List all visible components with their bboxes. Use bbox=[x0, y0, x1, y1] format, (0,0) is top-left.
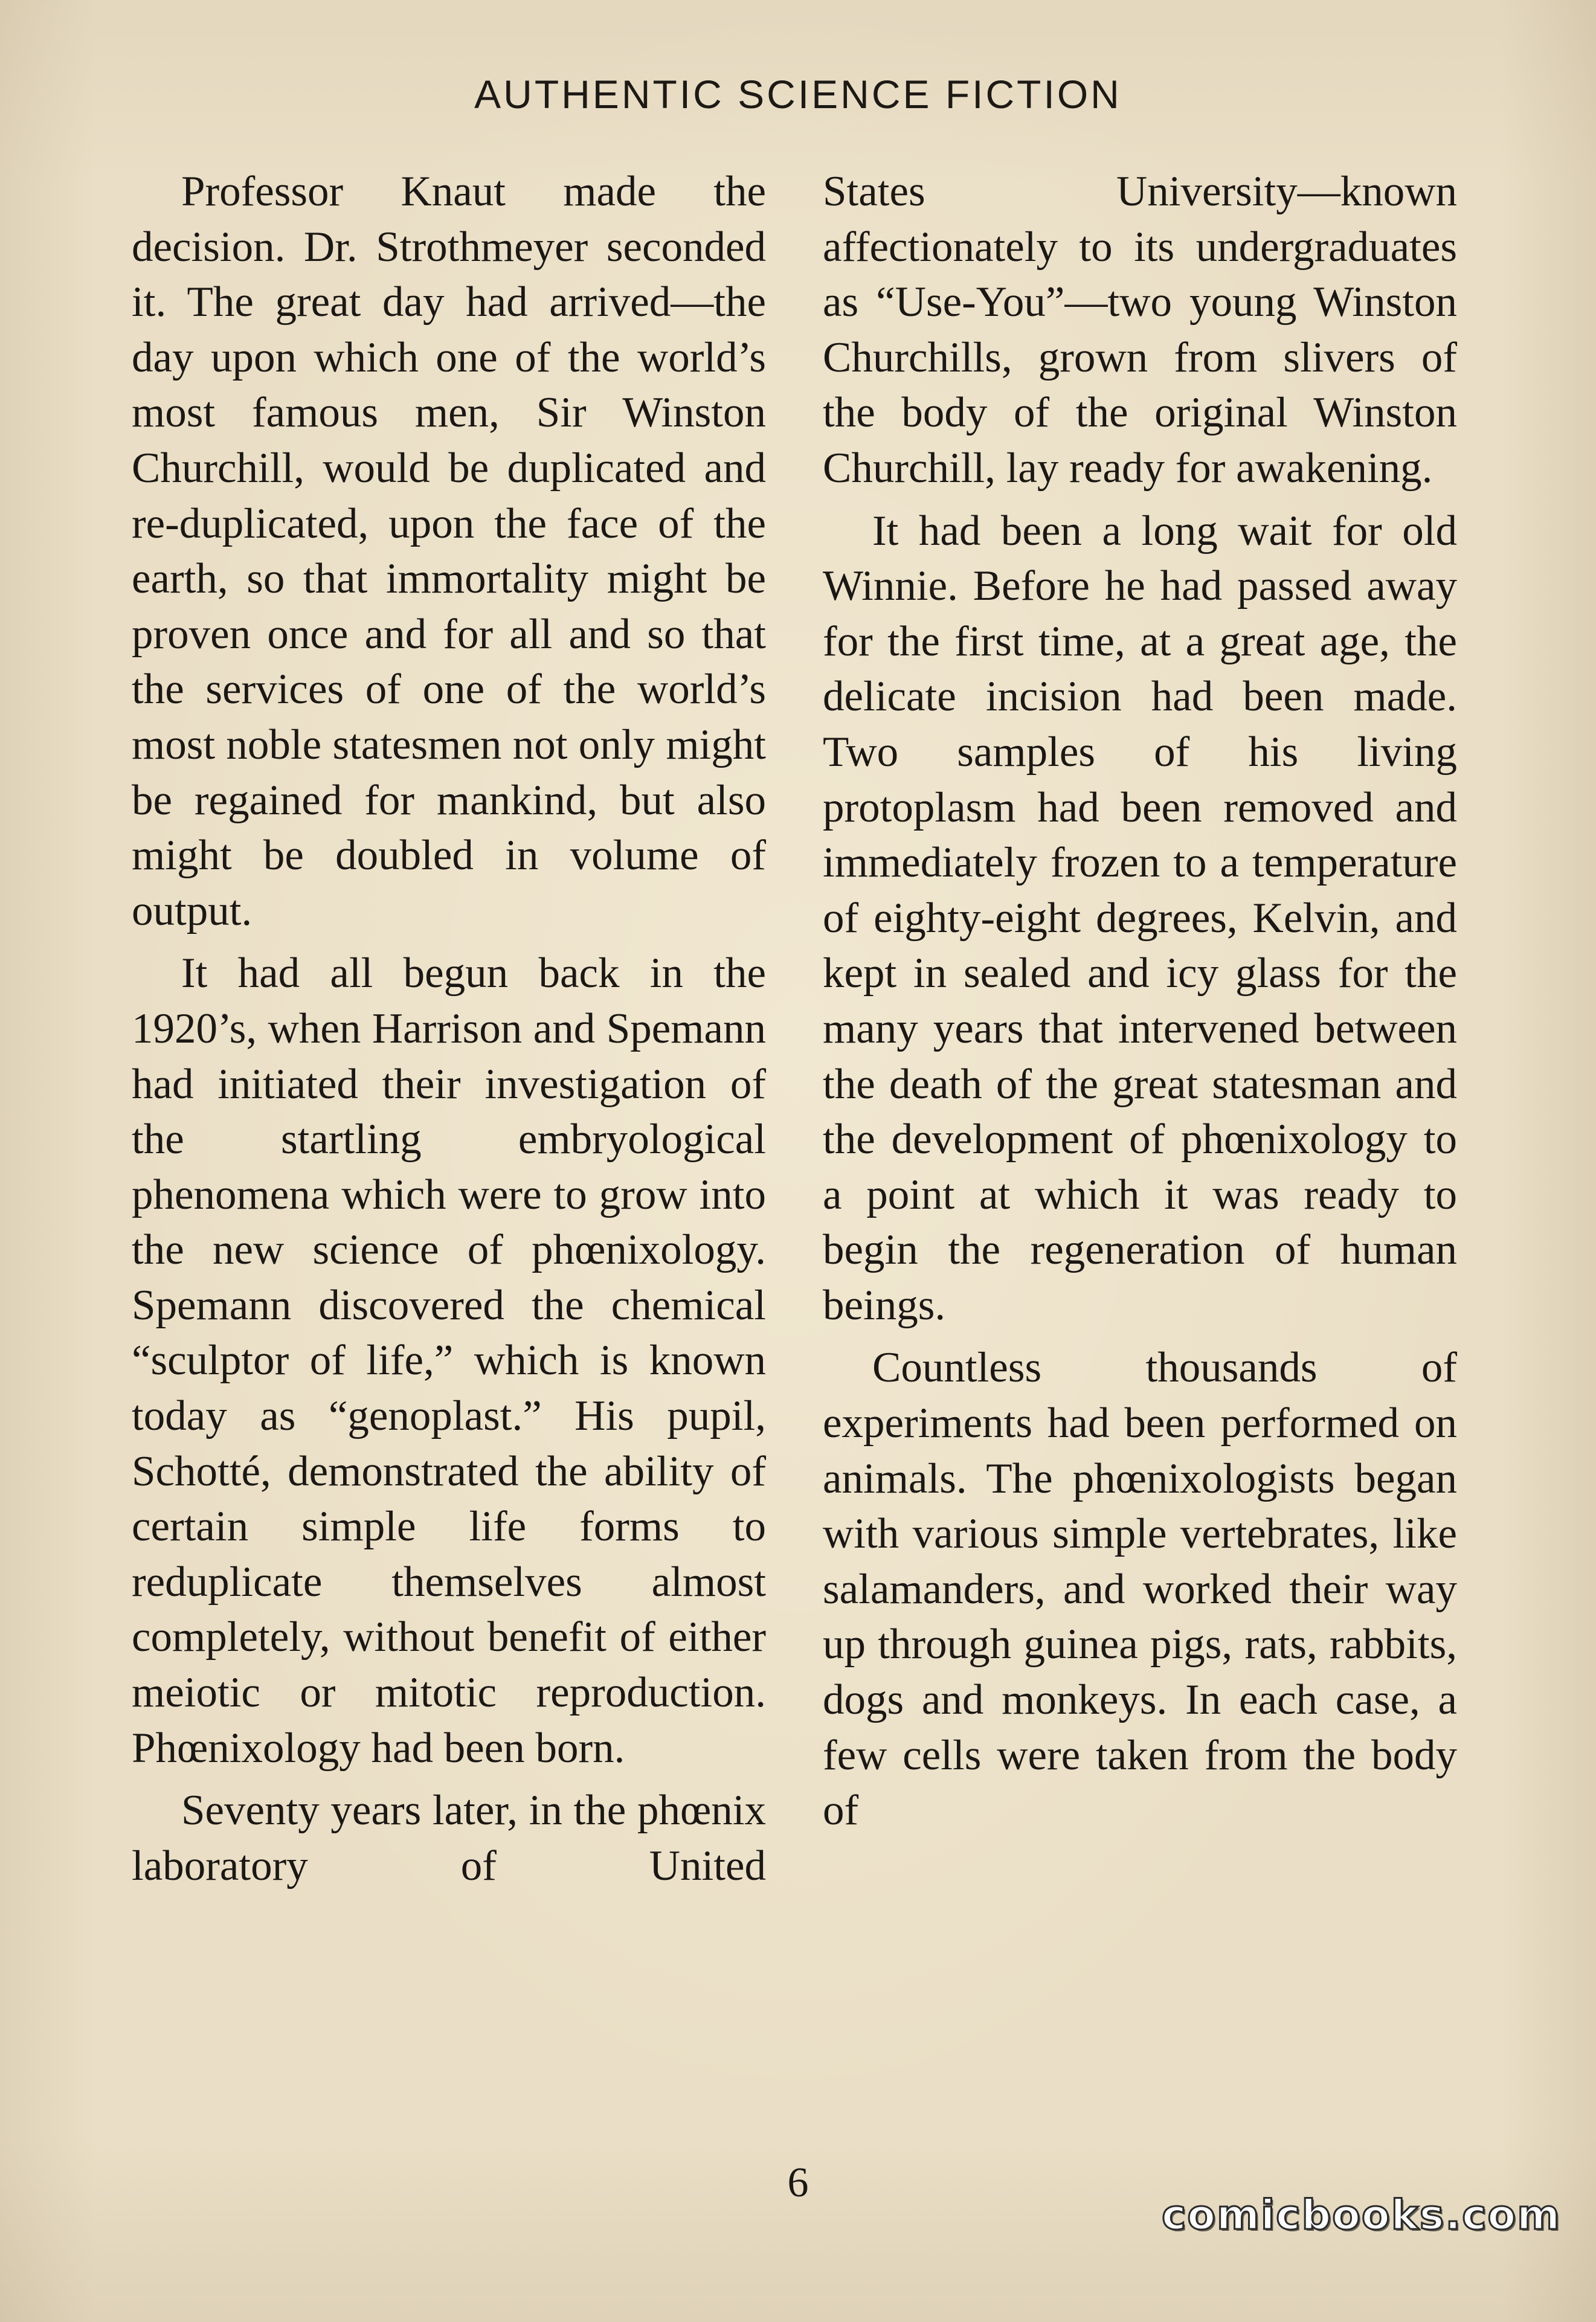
left-column bbox=[132, 164, 766, 1894]
page-number: 6 bbox=[787, 2160, 809, 2206]
left-paragraph-2: It had all begun back in the 1920’s, when Harrison and Spemann had initiated their investigation of the startling embryological phenomena which were to grow into the new science of phœnixology. Spemann discovered the chemical “sculptor of life,” which is known today as “genoplast.” His pupil, Schotté, demonstrated the ability of certain simple life forms to reduplicate themselves almost completely, without benefit of either meiotic or mitotic reproduction. Phœnixology had been born. bbox=[132, 950, 766, 1772]
right-paragraph-3: Countless thousands of experiments had been performed on animals. The phœnixologists began with various simple vertebrates, like salamanders, and worked their way up through guinea pigs, rats, rabbits, dogs and monkeys. In each case, a few cells were taken from the body of bbox=[823, 1344, 1457, 1835]
right-paragraph-1: States University—known affectionately to its undergraduates as “Use-You”—two young Winston Churchills, grown from slivers of the body of the original Winston Churchill, lay ready for awakening. bbox=[823, 168, 1457, 492]
site-watermark: comicbooks.com bbox=[1161, 2192, 1561, 2239]
right-paragraph-2: It had been a long wait for old Winnie. Before he had passed away for the first time, at a great age, the delicate incision had been made. Two samples of his living protoplasm had been removed and immediately frozen to a temperature of eighty-eight degrees, Kelvin, and kept in sealed and icy glass for the many years that intervened between the death of the great statesman and the development of phœnixology to a point at which it was ready to begin the regeneration of human beings. bbox=[823, 507, 1457, 1329]
left-paragraph-1: Professor Knaut made the decision. Dr. Strothmeyer seconded it. The great day had arrived—the day upon which one of the world’s most famous men, Sir Winston Churchill, would be duplicated and re-duplicated, upon the face of the earth, so that immortality might be proven once and for all and so that the services of one of the world’s most noble statesmen not only might be regained for mankind, but also might be doubled in volume of output. bbox=[132, 168, 766, 934]
left-paragraph-3: Seventy years later, in the phœnix laboratory of United bbox=[132, 1787, 766, 1889]
right-column bbox=[823, 164, 1457, 1839]
running-title: AUTHENTIC SCIENCE FICTION bbox=[474, 72, 1122, 117]
